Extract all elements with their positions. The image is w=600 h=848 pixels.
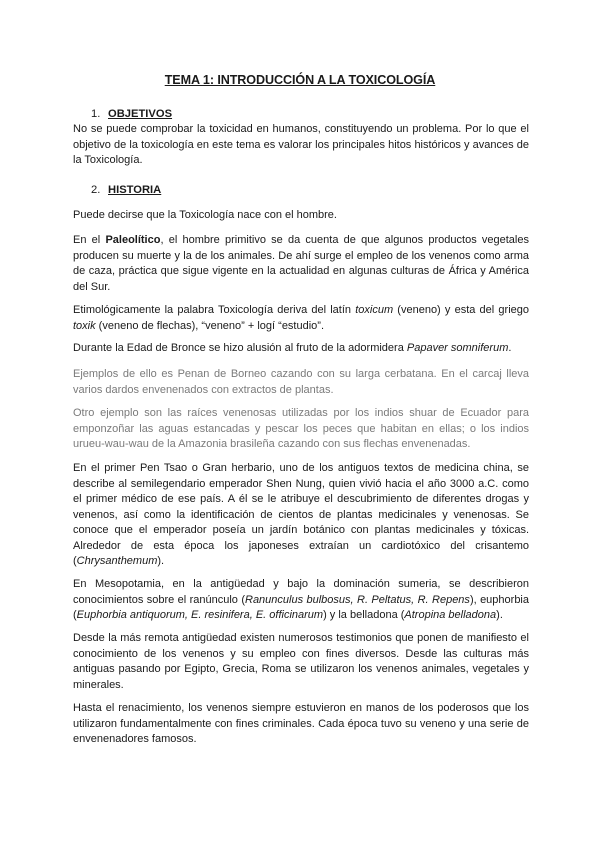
historia-paragraph-1: Puede decirse que la Toxicología nace con el hombre. [73,209,337,221]
emphasis-text: Paleolítico [105,234,161,246]
section-number: 2. [91,184,101,196]
latin-term: toxicum [355,304,394,316]
section-heading-objetivos [91,108,172,120]
historia-paragraph-8: En Mesopotamia, en la antigüedad y bajo la dominación sumeria, se describieron conocimientos sobre el ranúnculo (Ranunculus bulbosus, R. Peltatus, R. Repens), euphorbia (Euphorbia antiquorum, E. resinifera, E. officinarum) y la belladona (Atropina belladona). [73,578,529,621]
greek-term: toxik [73,319,96,332]
section-label: HISTORIA [108,184,162,196]
objetivos-paragraph: No se puede comprobar la toxicidad en humanos, constituyendo un problema. Por lo que el objetivo de la toxicología en este tema es valorar los principales hitos históricos y avances de la Toxicología. [73,123,529,166]
species-name: Euphorbia antiquorum, E. resinifera, E. officinarum [76,609,324,621]
historia-paragraph-6: Otro ejemplo son las raíces venenosas utilizadas por los indios shuar de Ecuador para emponzoñar las aguas estancadas y pescar los peces que habitan en ellas; o los indios urueu-wau-wau de la Amazonia brasileña cazando con sus flechas envenenadas. [73,407,529,450]
historia-paragraph-7: En el primer Pen Tsao o Gran herbario, uno de los antiguos textos de medicina china, se describe al semilegendario emperador Shen Nung, quien vivió hacia el año 3000 a.C. como el primer médico de ese país. A él se le atribuye el descubrimiento de diferentes drogas y venenos, así como la identificación de cientos de plantas medicinales y venenosas. Se conoce que el emperador poseía un jardín botánico con plantas medicinales y tóxicas. Alrededor de esta época los japoneses extraían un cardiotóxico del crisantemo (Chrysanthemum). [73,462,529,567]
species-name: Papaver somniferum [406,342,509,354]
historia-paragraph-9: Desde la más remota antigüedad existen numerosos testimonios que ponen de manifiesto el conocimiento de los venenos y su empleo con fines diversos. Desde las culturas más antiguas pasando por Egipto, Grecia, Roma se utilizaron los venenos animales, vegetales y minerales. [73,632,529,691]
section-heading-historia [91,184,161,196]
historia-paragraph-10: Hasta el renacimiento, los venenos siempre estuvieron en manos de los poderosos que los utilizaron fundamentalmente con fines criminales. Cada época tuvo su veneno y una serie de envenenadores famosos. [73,702,529,745]
historia-paragraph-3: Etimológicamente la palabra Toxicología deriva del latín toxicum (veneno) y esta del griego toxik (veneno de flechas), “veneno” + logí “estudio”. [73,304,529,332]
page-title: TEMA 1: INTRODUCCIÓN A LA TOXICOLOGÍA [164,73,436,87]
historia-paragraph-5: Ejemplos de ello es Penan de Borneo cazando con su larga cerbatana. En el carcaj lleva varios dardos envenenados con extractos de plantas. [73,368,529,396]
historia-paragraph-2: En el Paleolítico, el hombre primitivo se da cuenta de que algunos productos vegetales producen su muerte y la de los animales. De ahí surge el empleo de los venenos como arma de caza, práctica que sigue vigente en la actualidad en algunas culturas de África y América del Sur. [73,234,529,293]
historia-paragraph-4: Durante la Edad de Bronce se hizo alusión al fruto de la adormidera Papaver somniferum. [73,342,512,354]
section-label: OBJETIVOS [108,108,173,120]
species-name: Ranunculus bulbosus, R. Peltatus, R. Repens [245,593,470,606]
section-number: 1. [91,108,101,120]
species-name: Chrysanthemum [76,555,158,567]
species-name: Atropina belladona [404,609,497,621]
